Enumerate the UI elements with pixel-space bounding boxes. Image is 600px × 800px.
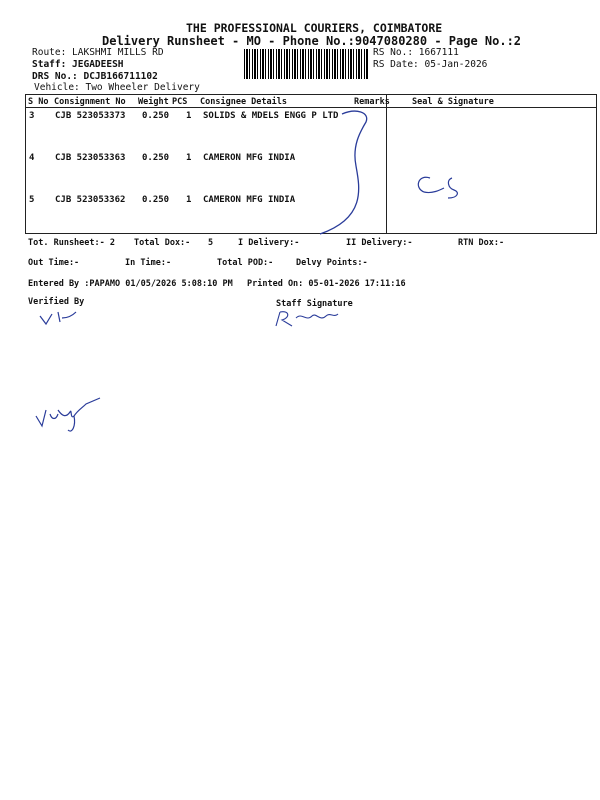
row-consignment: CJB 523053363: [55, 153, 126, 163]
row-sno: 4: [29, 153, 35, 163]
row-consignment: CJB 523053373: [55, 111, 126, 121]
row-weight: 0.250: [142, 111, 170, 121]
col-consignee: Consignee Details: [200, 97, 287, 107]
staff-label: Staff: JEGADEESH: [32, 59, 124, 70]
row-weight: 0.250: [142, 195, 170, 205]
row-weight: 0.250: [142, 153, 170, 163]
col-consignment: Consignment No: [54, 97, 126, 107]
row-pcs: 1: [186, 153, 192, 163]
staff-signature-label: Staff Signature: [276, 299, 353, 309]
row-consignee: CAMERON MFG INDIA: [203, 195, 296, 205]
entered-by: Entered By :PAPAMO 01/05/2026 5:08:10 PM: [28, 279, 233, 289]
rs-date: RS Date: 05-Jan-2026: [373, 59, 488, 70]
rtn-dox: RTN Dox:-: [458, 238, 505, 248]
col-remarks: Remarks: [354, 97, 390, 107]
row-pcs: 1: [186, 195, 192, 205]
row-consignment: CJB 523053362: [55, 195, 126, 205]
row-sno: 5: [29, 195, 35, 205]
drs-number: DRS No.: DCJB166711102: [32, 71, 158, 82]
col-sno: S No: [28, 97, 49, 107]
col-weight: Weight: [138, 97, 169, 107]
col-pcs: PCS: [172, 97, 188, 107]
total-pod: Total POD:-: [217, 258, 274, 268]
row-consignee: SOLIDS & MDELS ENGG P LTD: [203, 111, 339, 121]
total-dox-label: Total Dox:-: [134, 238, 191, 248]
rs-number: RS No.: 1667111: [373, 47, 459, 58]
in-time: In Time:-: [125, 258, 172, 268]
verified-by-label: Verified By: [28, 297, 85, 307]
printed-on: Printed On: 05-01-2026 17:11:16: [247, 279, 406, 289]
col-seal: Seal & Signature: [412, 97, 494, 107]
vehicle-label: Vehicle: Two Wheeler Delivery: [34, 82, 200, 93]
delvy-points: Delvy Points:-: [296, 258, 368, 268]
row-consignee: CAMERON MFG INDIA: [203, 153, 296, 163]
tot-runsheet: Tot. Runsheet:- 2: [28, 238, 115, 248]
i-delivery: I Delivery:-: [238, 238, 300, 248]
company-title: THE PROFESSIONAL COURIERS, COIMBATORE: [186, 21, 443, 35]
row-pcs: 1: [186, 111, 192, 121]
out-time: Out Time:-: [28, 258, 80, 268]
row-sno: 3: [29, 111, 35, 121]
route-label: Route: LAKSHMI MILLS RD: [32, 47, 164, 58]
total-dox-value: 5: [208, 238, 214, 248]
runsheet-subtitle: Delivery Runsheet - MO - Phone No.:9047080280 - Page No.:2: [102, 34, 522, 48]
ii-delivery: II Delivery:-: [346, 238, 413, 248]
